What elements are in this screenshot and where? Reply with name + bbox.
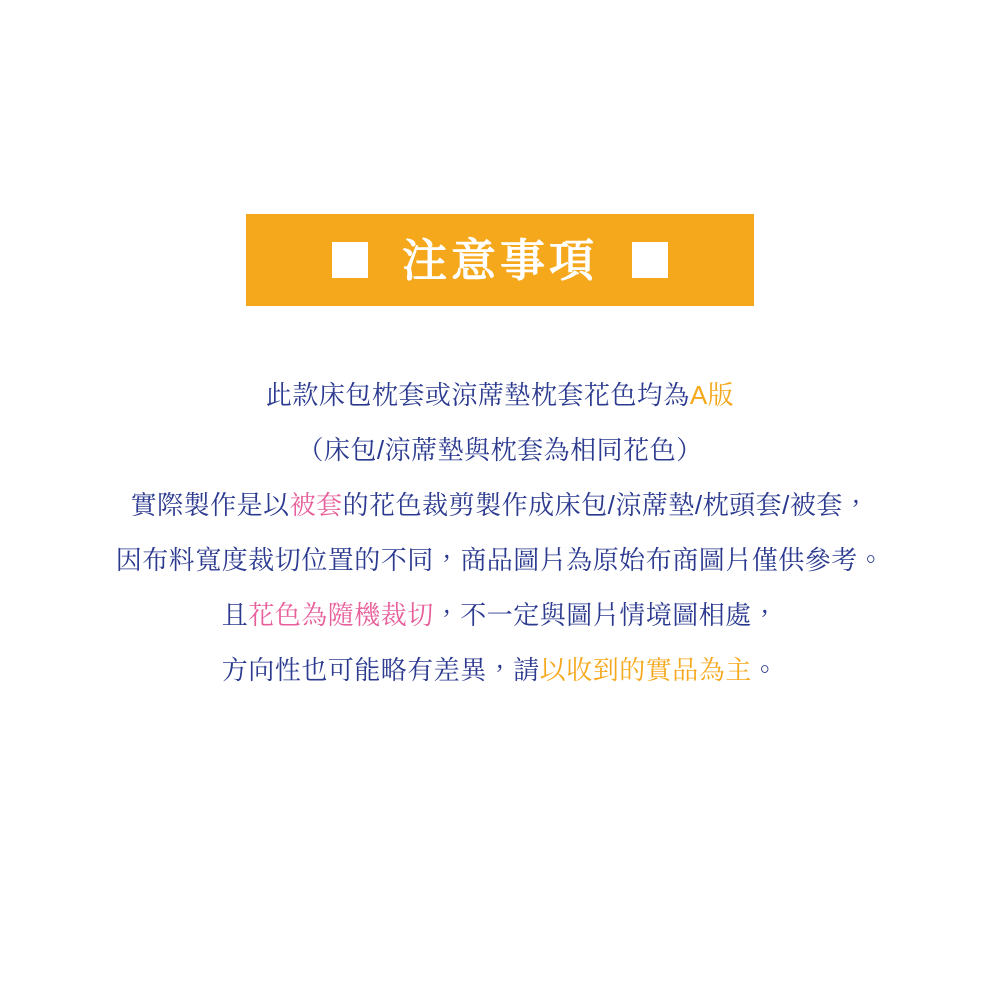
notice-text-block: [0, 368, 1000, 698]
notice-line-6-highlight: 以收到的實品為主: [539, 655, 752, 685]
notice-line-5-part-a: 且: [221, 600, 249, 630]
notice-line-3-part-a: 實際製作是以: [130, 490, 290, 520]
notice-line-3: [0, 478, 1000, 533]
notice-line-5-highlight: 花色為隨機裁切: [248, 600, 434, 630]
notice-line-1-highlight: A版: [689, 380, 735, 410]
notice-line-4-part-a: 因布料寬度裁切位置的不同，商品圖片為原始布商圖片僅供參考。: [115, 545, 885, 575]
notice-line-3-highlight: 被套: [289, 490, 343, 520]
notice-line-1-part-a: 此款床包枕套或涼蓆墊枕套花色均為: [265, 380, 690, 410]
notice-line-1: [0, 368, 1000, 423]
white-square-right-icon: [632, 242, 668, 278]
page-title: 注意事項: [401, 234, 598, 286]
notice-line-6-part-a: 方向性也可能略有差異，請: [221, 655, 540, 685]
notice-line-2-part-a: （床包/涼蓆墊與枕套為相同花色）: [297, 435, 703, 465]
notice-line-3-part-c: 的花色裁剪製作成床包/涼蓆墊/枕頭套/被套，: [342, 490, 870, 520]
notice-line-4: [0, 533, 1000, 588]
notice-line-5-part-c: ，不一定與圖片情境圖相處，: [433, 600, 779, 630]
notice-line-6: [0, 643, 1000, 698]
white-square-left-icon: [332, 242, 368, 278]
notice-line-2: [0, 423, 1000, 478]
notice-line-6-part-c: 。: [751, 655, 779, 685]
notice-banner: [246, 214, 754, 306]
notice-line-5: [0, 588, 1000, 643]
